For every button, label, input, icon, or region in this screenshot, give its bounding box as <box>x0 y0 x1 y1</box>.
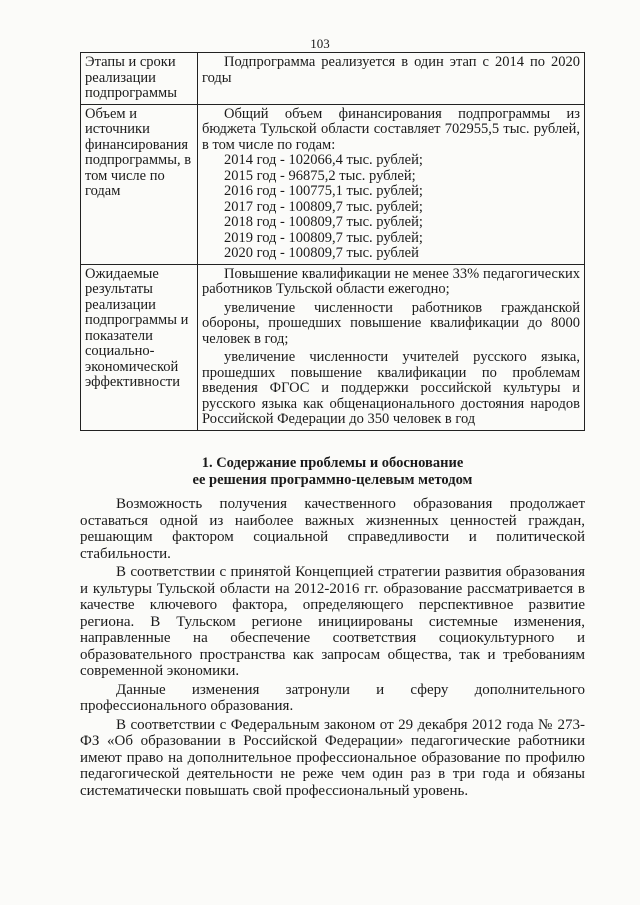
section-heading <box>80 455 585 489</box>
section-heading-line: 1. Содержание проблемы и обоснование <box>201 455 464 471</box>
row-label-funding: Объем и источники финансирования подпрограммы, в том числе по годам <box>81 104 198 264</box>
table-row <box>81 53 585 105</box>
funding-year-2016: 2016 год - 100775,1 тыс. рублей; <box>224 183 423 199</box>
table-row <box>81 264 585 430</box>
section-body <box>80 496 585 801</box>
stages-text: Подпрограмма реализуется в один этап с 2014 по 2020 годы <box>202 54 580 86</box>
row-label-results: Ожидаемые результаты реализации подпрограммы и показатели социально-экономической эффективности <box>81 264 198 430</box>
body-paragraph: Данные изменения затронули и сферу дополнительного профессионального образования. <box>80 681 585 714</box>
table-row <box>81 104 585 264</box>
row-value-funding <box>198 104 585 264</box>
body-paragraph: В соответствии с принятой Концепцией стратегии развития образования и культуры Тульской области на 2012-2016 гг. образование рассматривается в качестве ключевого фактора, определяющего перспективное развитие региона. В Тульском регионе инициированы системные изменения, направленные на обеспечение соответствия социокультурного и образовательного пространства как запросам общества, так и требованиям современной экономики. <box>80 564 585 679</box>
row-value-results <box>198 264 585 430</box>
results-paragraph: увеличение численности работников гражданской обороны, прошедших повышение квалификации до 8000 человек в год; <box>202 299 580 347</box>
body-paragraph: Возможность получения качественного образования продолжает оставаться одной из наиболее важных жизненных ценностей граждан, решающим фактором социальной справедливости и политической стабильности. <box>80 496 585 562</box>
funding-year-2018: 2018 год - 100809,7 тыс. рублей; <box>224 214 423 230</box>
funding-year-2020: 2020 год - 100809,7 тыс. рублей <box>224 245 419 261</box>
funding-year-2015: 2015 год - 96875,2 тыс. рублей; <box>224 167 416 184</box>
funding-intro: Общий объем финансирования подпрограммы из бюджета Тульской области составляет 702955,5 тыс. рублей, в том числе по годам: <box>202 105 580 153</box>
row-value-stages <box>198 53 585 105</box>
results-paragraph: Повышение квалификации не менее 33% педагогических работников Тульской области ежегодно; <box>202 265 580 297</box>
page-number: 103 <box>310 36 330 51</box>
funding-year-2017: 2017 год - 100809,7 тыс. рублей; <box>224 198 423 215</box>
funding-year-2014: 2014 год - 102066,4 тыс. рублей; <box>224 152 423 168</box>
body-paragraph: В соответствии с Федеральным законом от 29 декабря 2012 года № 273-ФЗ «Об образовании в Российской Федерации» педагогические работники имеют право на дополнительное профессиональное образование по профилю педагогической деятельности не реже чем один раз в три года и обязаны систематически повышать свой профессиональный уровень. <box>80 716 585 799</box>
funding-year-2019: 2019 год - 100809,7 тыс. рублей; <box>224 229 423 246</box>
row-label-stages: Этапы и сроки реализации подпрограммы <box>81 53 198 105</box>
results-paragraph: увеличение численности учителей русского языка, прошедших повышение квалификации по проблемам введения ФГОС и поддержки российской культуры и русского языка как общенационального достояния народов Российской Федерации до 350 человек в год <box>202 349 580 427</box>
section-heading-line: ее решения программно-целевым методом <box>192 472 473 488</box>
subprogram-passport-table <box>80 52 585 431</box>
